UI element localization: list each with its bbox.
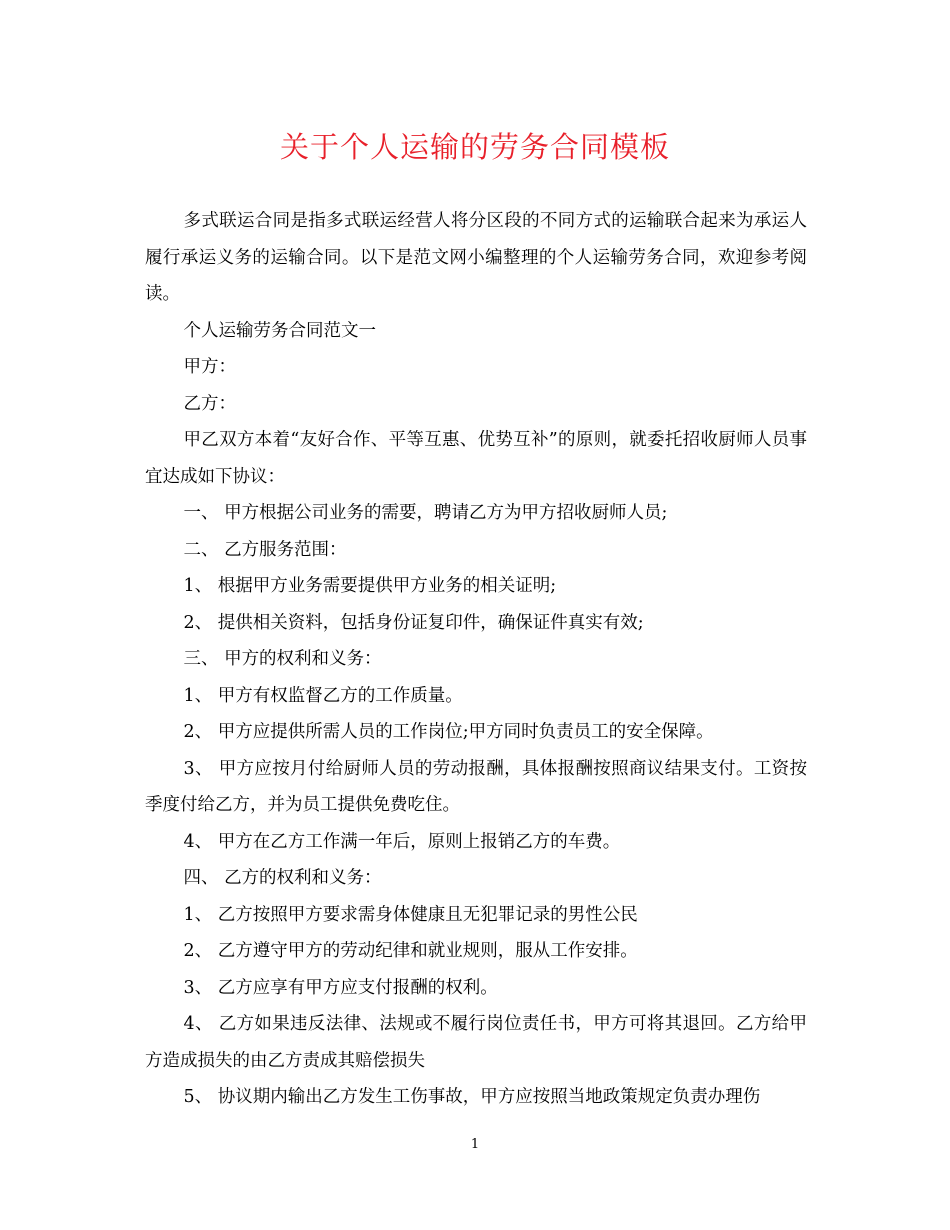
paragraph-clause-3-item-4: 4、 甲方在乙方工作满一年后，原则上报销乙方的车费。 [183, 831, 621, 852]
paragraph-clause-3-item-3: 3、 甲方应按月付给厨师人员的劳动报酬，具体报酬按照商议结果支付。工资按季度付给乙方，并为员工提供免费吃住。 [145, 758, 807, 815]
document-body [145, 203, 807, 1116]
paragraph-clause-2: 二、 乙方服务范围： [183, 539, 347, 560]
paragraph-clause-4-item-4: 4、 乙方如果违反法律、法规或不履行岗位责任书，甲方可将其退回。乙方给甲方造成损失的由乙方责成其赔偿损失 [145, 1014, 807, 1071]
paragraph-clause-3-item-1: 1、 甲方有权监督乙方的工作质量。 [183, 685, 463, 706]
paragraph-clause-1: 一、 甲方根据公司业务的需要，聘请乙方为甲方招收厨师人员; [183, 503, 668, 523]
paragraph-principle: 甲乙双方本着“友好合作、平等互惠、优势互补”的原则，就委托招收厨师人员事宜达成如下协议： [145, 430, 807, 487]
paragraph-clause-4-item-1: 1、 乙方按照甲方要求需身体健康且无犯罪记录的男性公民 [183, 904, 638, 925]
paragraph-clause-3-item-2: 2、 甲方应提供所需人员的工作岗位;甲方同时负责员工的安全保障。 [183, 722, 714, 742]
paragraph-section-heading: 个人运输劳务合同范文一 [183, 320, 376, 341]
document-title: 关于个人运输的劳务合同模板 [279, 130, 670, 164]
paragraph-clause-4: 四、 乙方的权利和义务： [183, 868, 382, 888]
paragraph-party-a: 甲方： [183, 357, 236, 377]
paragraph-clause-3: 三、 甲方的权利和义务： [183, 649, 382, 669]
paragraph-party-b: 乙方： [183, 393, 236, 414]
paragraph-clause-4-item-3: 3、 乙方应享有甲方应支付报酬的权利。 [183, 977, 498, 998]
paragraph-clause-2-item-1: 1、 根据甲方业务需要提供甲方业务的相关证明; [183, 576, 557, 596]
paragraph-intro: 多式联运合同是指多式联运经营人将分区段的不同方式的运输联合起来为承运人履行承运义务的运输合同。以下是范文网小编整理的个人运输劳务合同，欢迎参考阅读。 [145, 211, 807, 304]
paragraph-clause-2-item-2: 2、 提供相关资料，包括身份证复印件，确保证件真实有效; [183, 612, 644, 633]
page-number: 1 [470, 1137, 480, 1152]
paragraph-clause-4-item-5: 5、 协议期内输出乙方发生工伤事故，甲方应按照当地政策规定负责办理伤 [183, 1087, 761, 1107]
paragraph-clause-4-item-2: 2、 乙方遵守甲方的劳动纪律和就业规则，服从工作安排。 [183, 941, 638, 961]
